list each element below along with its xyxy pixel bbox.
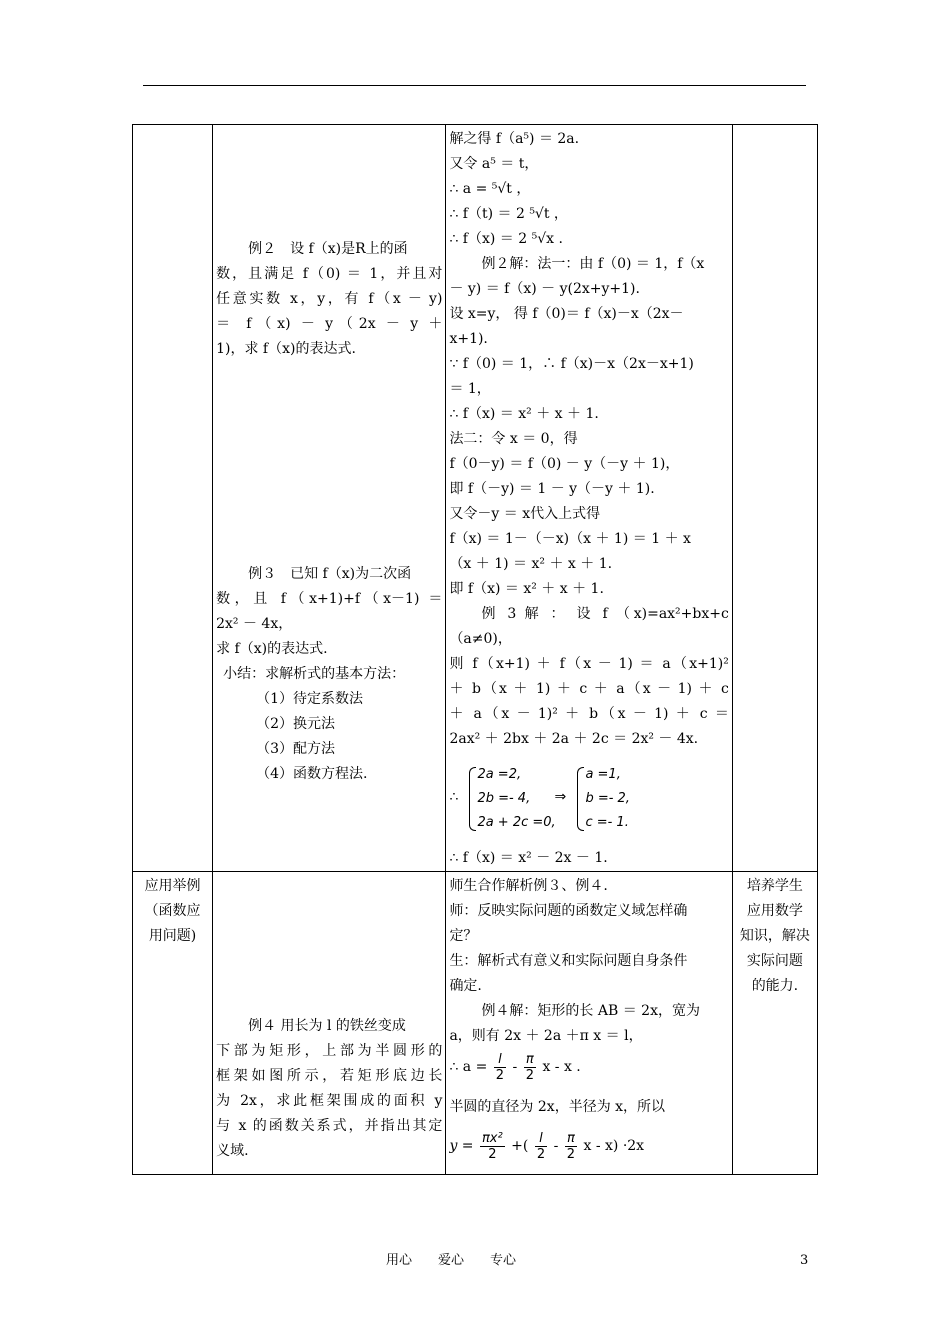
example4-line: 与 x 的函数关系式，并指出其定 [216,1118,443,1134]
example4-line: 为 2x，求此框架围成的面积 y [216,1093,443,1109]
summary-title: 小结：求解析式的基本方法： [223,666,406,682]
formula-text: +( [511,1138,529,1154]
system-right-eq: c =- 1. [585,815,629,830]
row1-goal-cell [732,125,817,872]
fraction [535,1131,547,1162]
fraction [494,1052,506,1083]
example4-line: 框架如图所示，若矩形底边长 [216,1068,443,1084]
system-right-eq: a =1, [585,767,621,782]
denominator: 2 [525,1067,534,1083]
denominator: 2 [566,1146,576,1162]
page-footer: 用心 爱心 专心 [386,1253,517,1268]
formula-text: - [553,1138,559,1154]
numerator: π [524,1052,536,1068]
example3-line: 例３ 已知 f（x)为二次函 [248,566,412,582]
formula-text: x - x . [542,1059,581,1075]
solution-line: ＝ 1， [449,381,491,397]
solution-line: 师生合作解析例３、例４. [449,878,608,894]
method-item: （2）换元法 [256,716,336,732]
solution-line: 设 x=y， 得 f（0)＝ f（x)－x（2x－ [449,306,684,322]
numerator: l [535,1131,547,1147]
solution-line: ∴ f（t) ＝ 2 ⁵√t ， [449,206,568,222]
solution-line: 即 f（－y) ＝ 1 － y（－y ＋ 1). [449,481,655,497]
solution-line: 师：反映实际问题的函数定义域怎样确 [449,903,688,919]
formula-text: x - x) [583,1138,619,1154]
system-right-eq: b =- 2, [585,791,630,806]
example2-line: 任意实数 x，y，有 f（x － y) [216,291,443,307]
goal-line: 应用数学 [746,903,803,919]
right-brace [577,767,584,831]
system-left-eq: 2a + 2c =0, [477,815,556,830]
left-brace [469,767,476,831]
example2-line: 例２ 设 f（x)是R上的函 [248,241,408,257]
solution-line: f（0－y) ＝ f（0) － y（－y ＋ 1)， [449,456,680,472]
a-formula [449,1048,728,1086]
solution-line: 解之得 f（a⁵) ＝ 2a. [449,131,580,147]
row2-content-cell [213,872,446,1175]
solution-line: ∴ f（x) ＝ x² ＋ x ＋ 1. [449,406,599,422]
solution-line: x+1). [449,331,488,347]
solution-line: ∴ f（x) ＝ x² － 2x － 1. [449,850,608,866]
formula-text: - [512,1059,518,1075]
solution-line: 则 f（x+1) ＋ f（x － 1) ＝ a（x+1)² [449,656,729,672]
table-row [133,872,818,1175]
page-number: 3 [800,1253,809,1268]
solution-line: 例２解：法一：由 f（0) ＝ 1，f（x [481,256,705,272]
solution-line: （x ＋ 1) ＝ x² ＋ x ＋ 1. [449,556,613,572]
denominator: 2 [536,1146,546,1162]
row1-stage-cell [133,125,213,872]
denominator: 2 [488,1146,497,1162]
goal-line: 知识，解决 [739,928,810,944]
method-item: （1）待定系数法 [256,691,364,707]
solution-line: ∵ f（0) ＝ 1，∴ f（x)－x（2x－x+1) [449,356,694,372]
goal-line: 培养学生 [746,878,803,894]
solution-line: ∴ a = ⁵√t ， [449,181,531,197]
solution-line: 生：解析式有意义和实际问题自身条件 [449,953,688,969]
stage-label: 应用举例 [144,878,201,894]
y-formula [449,1126,728,1166]
formula-text: y = [449,1138,474,1154]
row1-solution-cell [446,125,732,872]
solution-line: 例４解：矩形的长 AB ＝ 2x，宽为 [481,1003,700,1019]
numerator: πx² [481,1130,503,1146]
solution-line: 又令－y ＝ x代入上式得 [449,506,601,522]
solution-line: 确定. [449,978,482,994]
solution-line: ＋ a（x － 1)² ＋ b（x － 1) ＋ c ＝ [449,706,729,722]
goal-line: 实际问题 [746,953,803,969]
example2-line: ＝ f（x) － y（2x － y ＋ [216,316,443,332]
solution-line: 又令 a⁵ ＝ t， [449,156,539,172]
solution-line: （a≠0)， [449,631,512,647]
numerator: π [565,1131,577,1147]
table-row [133,125,818,872]
example3-line: 数，且 f（x+1)+f（x－1) ＝ [216,591,443,607]
system-left-eq: 2a =2, [477,767,522,782]
example2-line: 1)，求 f（x)的表达式. [216,341,356,357]
example3-line: 2x² － 4x， [216,616,293,632]
numerator: l [494,1052,506,1068]
solution-line: 例 3 解 ： 设 f （x)=ax²+bx+c [481,606,729,622]
formula-text: ∴ a = [449,1059,488,1075]
denominator: 2 [495,1067,505,1083]
goal-line: 的能力. [751,978,799,994]
row2-stage-cell [133,872,213,1175]
system-left-eq: 2b =- 4, [477,791,531,806]
row2-goal-cell [732,872,817,1175]
example4-line: 义域. [216,1143,249,1159]
stage-label: （函数应 [144,903,201,919]
solution-line: ∴ f（x) ＝ 2 ⁵√x . [449,231,563,247]
example2-line: 数，且满足 f（0) ＝ 1，并且对 [216,266,443,282]
fraction [524,1052,536,1083]
example4-line: 例４ 用长为 l 的铁丝变成 [248,1018,406,1034]
solution-line: 即 f（x) ＝ x² ＋ x ＋ 1. [449,581,604,597]
method-item: （3）配方法 [256,741,336,757]
example3-line: 求 f（x)的表达式. [216,641,328,657]
equation-system [449,763,649,835]
solution-line: 定？ [449,928,478,944]
stage-label: 用问题) [148,928,197,944]
solution-line: 半圆的直径为 2x，半径为 x，所以 [449,1099,666,1115]
row2-solution-cell [446,872,732,1175]
implies-arrow: ⇒ [554,789,567,805]
solution-line: － y) ＝ f（x) － y(2x+y+1). [449,281,640,297]
solution-line: 法二：令 x ＝ 0，得 [449,431,578,447]
fraction [565,1131,577,1162]
row1-content-cell [213,125,446,872]
solution-line: 2ax² ＋ 2bx ＋ 2a ＋ 2c ＝ 2x² － 4x. [449,731,699,747]
formula-text: ·2x [622,1138,645,1154]
header-rule [143,85,806,86]
method-item: （4）函数方程法. [256,766,368,782]
fraction [480,1131,505,1162]
therefore-symbol: ∴ [449,789,459,805]
solution-line: f（x) ＝ 1－（－x)（x ＋ 1) ＝ 1 ＋ x [449,531,691,547]
solution-line: ＋ b（x ＋ 1) ＋ c ＋ a（x － 1) ＋ c [449,681,729,697]
example4-line: 下部为矩形，上部为半圆形的 [216,1043,443,1059]
solution-line: a，则有 2x ＋ 2a ＋π x ＝ l， [449,1028,643,1044]
lesson-table [132,124,818,1175]
